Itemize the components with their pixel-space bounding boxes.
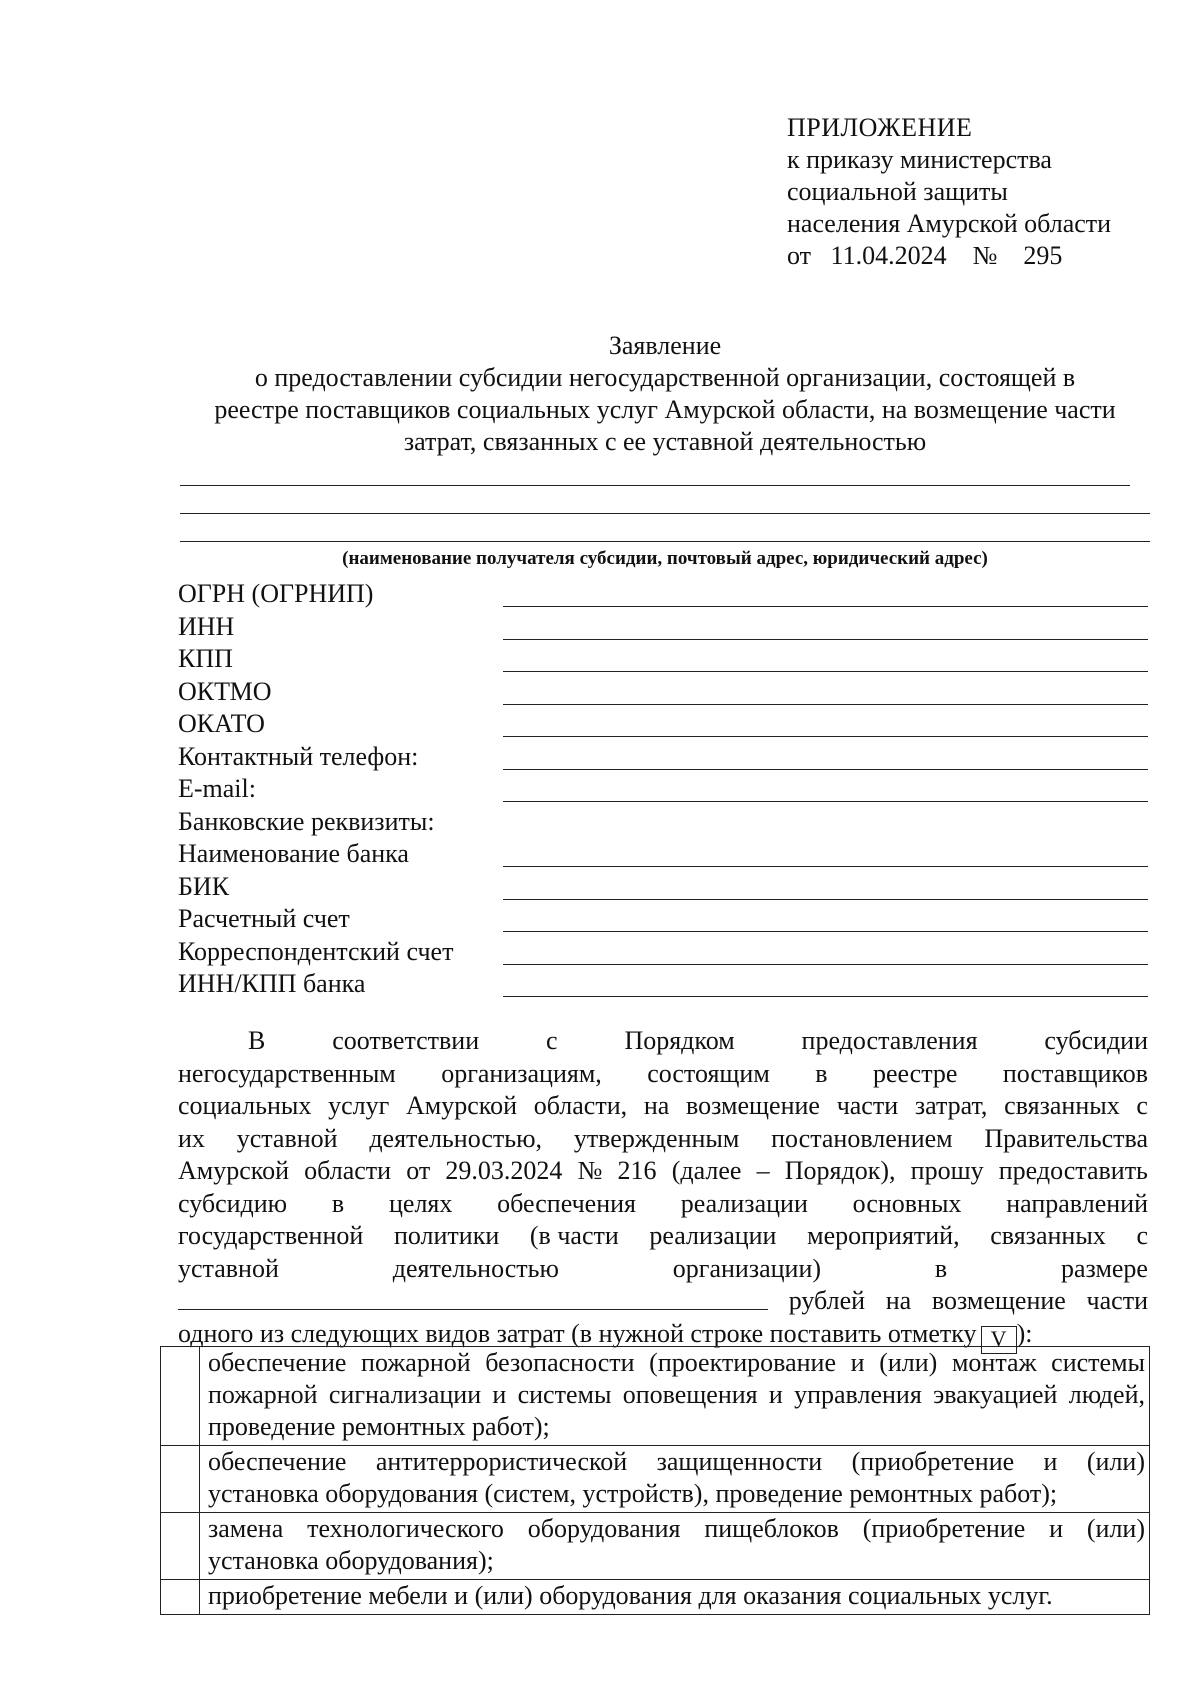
paragraph-word: в <box>815 1058 828 1088</box>
field-row <box>178 871 1148 904</box>
instruction-end: ): <box>1016 1318 1033 1348</box>
paragraph-word: с <box>546 1026 558 1055</box>
paragraph-word: постановлением <box>771 1123 953 1153</box>
paragraph-word: Порядок), <box>784 1156 896 1185</box>
field-label: Наименование банка <box>178 839 409 868</box>
paragraph-word: Правительства <box>984 1123 1148 1153</box>
cost-type-checkbox[interactable] <box>161 1513 200 1580</box>
order-number-sign: № <box>972 241 998 270</box>
field-label: ИНН/КПП банка <box>178 969 366 998</box>
appendix-line-3: населения Амурской области <box>787 209 1112 238</box>
recipient-line-2[interactable] <box>180 513 1150 514</box>
paragraph-word: возмещение <box>686 1091 820 1120</box>
paragraph-word: 29.03.2024 <box>445 1156 563 1185</box>
amount-input-line[interactable] <box>178 1285 768 1310</box>
paragraph-word: реализации <box>680 1188 808 1218</box>
field-input-line[interactable] <box>503 671 1148 672</box>
field-row <box>178 578 1148 611</box>
paragraph-line <box>178 1123 1148 1156</box>
order-number: 295 <box>1023 241 1063 270</box>
cost-type-checkbox[interactable] <box>161 1446 200 1513</box>
cost-type-text: приобретение мебели и (или) оборудования для оказания социальных услуг. <box>200 1580 1150 1615</box>
paragraph-word: – <box>756 1156 770 1185</box>
appendix-block <box>787 112 1111 272</box>
paragraph-line <box>178 1188 1148 1221</box>
paragraph-word: с <box>1136 1091 1148 1120</box>
cost-type-row <box>161 1580 1150 1615</box>
paragraph-word: субсидию <box>178 1188 288 1218</box>
paragraph-word: части <box>1086 1286 1148 1315</box>
cost-type-row <box>161 1347 1150 1446</box>
paragraph-word: 216 <box>617 1156 657 1185</box>
recipient-line-1[interactable] <box>180 485 1130 486</box>
paragraph-word: прошу <box>910 1156 984 1185</box>
field-label: E-mail: <box>178 774 256 803</box>
field-input-line[interactable] <box>503 899 1148 900</box>
paragraph-word: рублей <box>788 1286 866 1315</box>
paragraph-word: возмещение <box>931 1286 1066 1315</box>
field-label: ОКАТО <box>178 709 265 738</box>
field-label: Корреспондентский счет <box>178 936 454 966</box>
field-row <box>178 838 1148 871</box>
title-heading: Заявление <box>608 331 722 360</box>
paragraph-word: с <box>1136 1221 1148 1250</box>
paragraph-word: социальных <box>178 1091 312 1120</box>
field-row <box>178 936 1148 969</box>
appendix-title: ПРИЛОЖЕНИЕ <box>787 113 973 142</box>
field-label: КПП <box>178 644 233 673</box>
field-input-line[interactable] <box>503 996 1148 997</box>
field-row <box>178 611 1148 644</box>
paragraph-word: утвержденным <box>573 1123 740 1153</box>
paragraph-word: мероприятий, <box>807 1221 960 1250</box>
paragraph-word: государственной <box>178 1221 364 1250</box>
field-label: Контактный телефон: <box>178 741 419 771</box>
field-label: Банковские реквизиты: <box>178 806 435 836</box>
paragraph-line <box>178 1058 1148 1091</box>
title-line-1: о предоставлении субсидии негосударственной организации, состоящей в <box>254 363 1076 392</box>
paragraph-line <box>178 1155 1148 1188</box>
check-mark-sample-icon: V <box>981 1326 1017 1354</box>
paragraph-word: связанных <box>1004 1091 1120 1120</box>
cost-type-text: обеспечение антитеррористической защищенности (приобретение и (или) установка оборудования (систем, устройств), проведение ремонтных работ); <box>200 1446 1150 1513</box>
paragraph-word: субсидии <box>1044 1026 1148 1055</box>
field-input-line[interactable] <box>503 964 1148 965</box>
paragraph-word: В <box>248 1026 266 1055</box>
field-row <box>178 643 1148 676</box>
paragraph-word: организациям, <box>441 1058 602 1088</box>
paragraph-word: услуг <box>328 1091 390 1120</box>
paragraph-word: деятельностью <box>392 1253 559 1283</box>
paragraph-word: № <box>577 1156 603 1185</box>
title-line-3: затрат, связанных с ее уставной деятельностью <box>403 427 927 456</box>
cost-type-text: замена технологического оборудования пищеблоков (приобретение и (или) установка оборудования); <box>200 1513 1150 1580</box>
paragraph-word: части <box>836 1091 899 1120</box>
paragraph-word: уставной <box>178 1253 279 1283</box>
cost-type-checkbox[interactable] <box>161 1580 200 1615</box>
paragraph-word: политики <box>393 1221 500 1250</box>
paragraph-line <box>178 1220 1148 1253</box>
paragraph-word: от <box>406 1156 431 1185</box>
paragraph-word: Порядком <box>624 1026 735 1055</box>
paragraph-word: негосударственным <box>178 1058 396 1088</box>
instruction-text: одного из следующих видов затрат (в нужной строке поставить отметку <box>178 1318 977 1348</box>
field-row <box>178 676 1148 709</box>
cost-type-row <box>161 1513 1150 1580</box>
paragraph-word: области, <box>533 1091 628 1120</box>
paragraph-word: в <box>934 1253 948 1283</box>
cost-type-row <box>161 1446 1150 1513</box>
field-row <box>178 773 1148 806</box>
paragraph-word: деятельностью, <box>369 1123 543 1153</box>
requisites-list <box>178 578 1148 1001</box>
paragraph-word: связанных <box>990 1221 1106 1250</box>
paragraph-word: области <box>304 1156 392 1185</box>
paragraph-word: Амурской <box>405 1091 517 1120</box>
field-input-line[interactable] <box>503 639 1148 640</box>
field-input-line[interactable] <box>503 769 1148 770</box>
paragraph-word: затрат, <box>914 1091 988 1120</box>
paragraph-word: реализации <box>649 1221 777 1250</box>
field-input-line[interactable] <box>503 606 1148 607</box>
paragraph-word: в <box>331 1188 345 1218</box>
paragraph-word: их <box>178 1123 205 1153</box>
paragraph-word: организации) <box>672 1253 822 1283</box>
field-row <box>178 968 1148 1001</box>
amount-line <box>178 1285 1148 1318</box>
paragraph-word: целях <box>388 1188 453 1218</box>
application-title <box>180 330 1150 458</box>
field-label: Расчетный счет <box>178 904 350 933</box>
cost-type-text: обеспечение пожарной безопасности (проектирование и (или) монтаж системы пожарной сигнализации и системы оповещения и управления эвакуацией людей, проведение ремонтных работ); <box>200 1347 1150 1446</box>
field-row <box>178 806 1148 839</box>
paragraph-word: на <box>885 1286 912 1315</box>
field-row <box>178 708 1148 741</box>
paragraph-word: на <box>643 1091 670 1120</box>
order-date: 11.04.2024 <box>830 241 947 270</box>
paragraph-word: размере <box>1061 1253 1148 1283</box>
cost-types-table <box>160 1346 1150 1615</box>
field-input-line[interactable] <box>503 704 1148 705</box>
paragraph-line <box>178 1090 1148 1123</box>
field-row <box>178 903 1148 936</box>
paragraph-word: предоставления <box>801 1026 978 1055</box>
recipient-line-3[interactable] <box>180 541 1150 542</box>
field-input-line[interactable] <box>503 931 1148 932</box>
paragraph-word: состоящим <box>647 1058 770 1088</box>
title-line-2: реестре поставщиков социальных услуг Амурской области, на возмещение части <box>214 395 1116 424</box>
field-input-line[interactable] <box>503 866 1148 867</box>
paragraph-word: предоставить <box>998 1156 1148 1185</box>
paragraph-word: Амурской <box>178 1156 289 1185</box>
field-label: ОКТМО <box>178 676 272 706</box>
paragraph-line <box>178 1253 1148 1286</box>
paragraph-word: соответствии <box>332 1026 480 1055</box>
field-row <box>178 741 1148 774</box>
appendix-line-1: к приказу министерства <box>787 145 1052 174</box>
field-input-line[interactable] <box>503 801 1148 802</box>
order-from: от <box>787 241 812 270</box>
request-paragraph <box>178 1025 1148 1354</box>
recipient-caption: (наименование получателя субсидии, почтовый адрес, юридический адрес) <box>342 548 988 569</box>
paragraph-word: обеспечения <box>497 1188 636 1218</box>
paragraph-word: направлений <box>1006 1188 1148 1218</box>
field-label: БИК <box>178 871 230 901</box>
paragraph-word: (в части <box>529 1221 619 1250</box>
paragraph-word: основных <box>852 1188 962 1218</box>
field-label: ИНН <box>178 611 235 641</box>
paragraph-word: реестре <box>872 1058 958 1088</box>
paragraph-word: поставщиков <box>1002 1058 1148 1088</box>
appendix-line-2: социальной защиты <box>787 177 1008 206</box>
paragraph-word: (далее <box>671 1156 742 1185</box>
cost-type-checkbox[interactable] <box>161 1347 200 1446</box>
field-label: ОГРН (ОГРНИП) <box>178 579 374 608</box>
paragraph-word: уставной <box>236 1123 338 1153</box>
paragraph-line <box>178 1025 1148 1058</box>
order-date-number <box>787 240 1111 272</box>
field-input-line[interactable] <box>503 736 1148 737</box>
